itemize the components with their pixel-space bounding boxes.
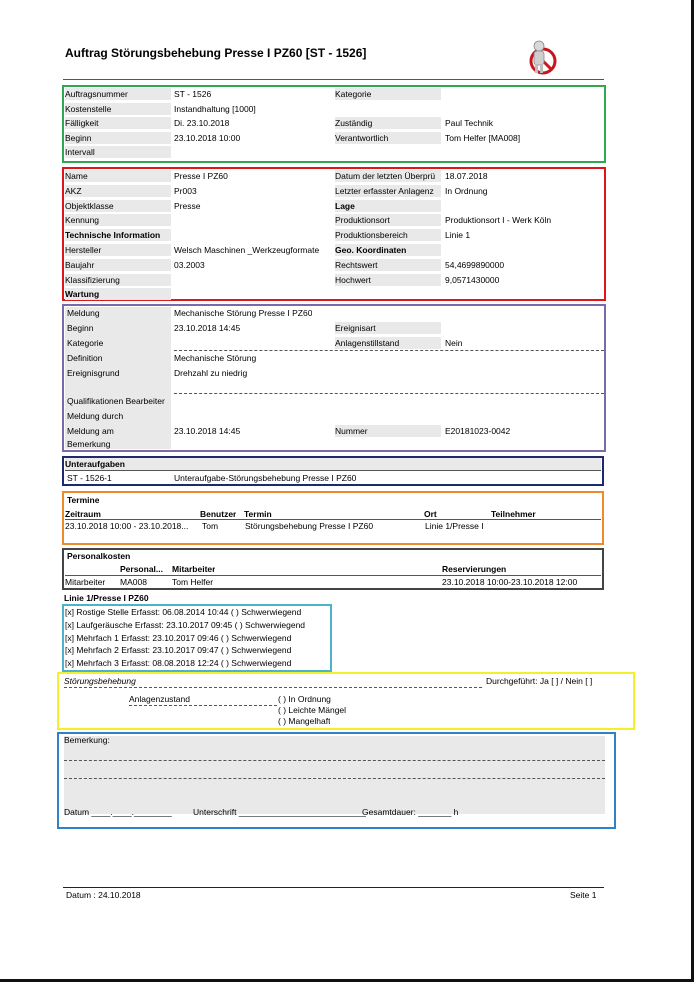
object-field-label: Rechtswert <box>335 259 441 271</box>
beginn-value: 23.10.2018 14:45 <box>174 323 241 333</box>
object-field-label: Klassifizierung <box>65 274 171 286</box>
object-field-label: Baujahr <box>65 259 171 271</box>
option-leichte-maengel[interactable]: ( ) Leichte Mängel <box>278 705 347 715</box>
termine-header-ort: Ort <box>424 509 437 519</box>
object-field-label: Objektklasse <box>65 200 171 212</box>
durchgefuehrt-text[interactable]: Durchgeführt: Ja [ ] / Nein [ ] <box>486 676 593 686</box>
checklist-item[interactable]: [x] Mehrfach 2 Erfasst: 23.10.2017 09:47 ( ) Schwerwiegend <box>65 645 292 656</box>
order-field-label: Intervall <box>65 146 171 158</box>
mechanic-icon <box>524 38 558 76</box>
object-field-value: Pr003 <box>174 185 197 196</box>
object-field-value: Produktionsort I - Werk Köln <box>445 215 552 226</box>
document-title: Auftrag Störungsbehebung Presse I PZ60 [ST - 1526] <box>65 46 367 60</box>
footer-rule <box>63 887 604 888</box>
object-field-value: Presse <box>174 200 201 211</box>
beginn-label: Beginn <box>67 323 94 333</box>
personalkosten-header-mitarbeiter: Mitarbeiter <box>172 564 216 574</box>
object-field-label: AKZ <box>65 185 171 197</box>
object-field-value: In Ordnung <box>445 185 488 196</box>
personalkosten-row-personal: MA008 <box>120 577 147 587</box>
meldung-am-label: Meldung am <box>67 426 114 436</box>
termin-ort: Linie 1/Presse I <box>425 521 484 531</box>
anlagenstillstand-label: Anlagenstillstand <box>335 337 441 349</box>
checklist-item[interactable]: [x] Laufgeräusche Erfasst: 23.10.2017 09:45 ( ) Schwerwiegend <box>65 619 306 630</box>
unteraufgaben-section <box>62 456 604 486</box>
object-field-label: Datum der letzten Überprü <box>335 170 441 182</box>
object-field-label: Produktionsort <box>335 214 441 226</box>
order-field-label: Auftragsnummer <box>65 88 171 100</box>
termine-section <box>62 491 604 545</box>
termin-zeitraum: 23.10.2018 10:00 - 23.10.2018... <box>65 521 189 531</box>
datum-field[interactable]: Datum ____.____.________ <box>64 807 172 817</box>
nummer-value: E20181023-0042 <box>445 426 511 436</box>
bemerkung-title: Bemerkung: <box>64 735 110 745</box>
checklist-title: Linie 1/Presse I PZ60 <box>64 593 149 603</box>
bemerkung-section <box>57 732 616 829</box>
order-field-value: Di. 23.10.2018 <box>174 118 230 129</box>
meldung-durch-label: Meldung durch <box>67 411 124 421</box>
meldung-section <box>62 304 606 452</box>
checklist-item[interactable]: [x] Mehrfach 1 Erfasst: 23.10.2017 09:46 ( ) Schwerwiegend <box>65 632 292 643</box>
object-field-label: Hochwert <box>335 274 441 286</box>
object-info-section <box>62 167 606 301</box>
footer-page: Seite 1 <box>570 890 597 900</box>
termine-header-termin: Termin <box>244 509 272 519</box>
meldung-label: Meldung <box>67 308 100 318</box>
object-field-label: Name <box>65 170 171 182</box>
stoerung-section <box>57 672 635 730</box>
object-field-label: Produktionsbereich <box>335 229 441 241</box>
personalkosten-section <box>62 548 604 590</box>
order-field-label: Zuständig <box>335 117 441 129</box>
termin-benutzer: Tom <box>202 521 219 531</box>
option-mangelhaft[interactable]: ( ) Mangelhaft <box>278 716 331 726</box>
object-field-label: Kennung <box>65 214 171 226</box>
checklist-item[interactable]: [x] Mehrfach 3 Erfasst: 08.08.2018 12:24 ( ) Schwerwiegend <box>65 658 292 669</box>
object-field-label: Wartung <box>65 288 171 300</box>
ereignisgrund-value: Drehzahl zu niedrig <box>174 368 248 378</box>
anlagenstillstand-value: Nein <box>445 338 463 348</box>
order-field-label: Kategorie <box>335 88 441 100</box>
anlagenzustand-label: Anlagenzustand <box>129 694 190 704</box>
order-field-value: Tom Helfer [MA008] <box>445 132 521 143</box>
order-field-value: 23.10.2018 10:00 <box>174 132 241 143</box>
object-field-value: Presse I PZ60 <box>174 171 228 181</box>
ereignisart-label: Ereignisart <box>335 322 441 334</box>
checklist-item[interactable]: [x] Rostige Stelle Erfasst: 06.08.2014 10:44 ( ) Schwerwiegend <box>65 607 302 617</box>
termine-header-zeitraum: Zeitraum <box>65 509 101 519</box>
order-field-label: Kostenstelle <box>65 103 171 115</box>
order-field-value: ST - 1526 <box>174 89 212 99</box>
nummer-label: Nummer <box>335 425 441 437</box>
order-field-label: Verantwortlich <box>335 132 441 144</box>
footer-date: Datum : 24.10.2018 <box>66 890 141 900</box>
unteraufgabe-text: Unteraufgabe-Störungsbehebung Presse I PZ60 <box>174 473 357 483</box>
order-field-value: Paul Technik <box>445 118 494 129</box>
header-rule <box>63 79 604 80</box>
personalkosten-header-reservierungen: Reservierungen <box>442 564 507 574</box>
qualifikationen-label: Qualifikationen Bearbeiter <box>67 396 165 406</box>
meldung-am-value: 23.10.2018 14:45 <box>174 426 241 436</box>
bemerkung-label: Bemerkung <box>67 439 111 449</box>
object-field-value: 54,4699890000 <box>445 259 505 270</box>
personalkosten-row-label: Mitarbeiter <box>65 577 106 587</box>
personalkosten-row-reservierungen: 23.10.2018 10:00-23.10.2018 12:00 <box>442 577 578 587</box>
unterschrift-field[interactable]: Unterschrift ___________________________ <box>193 807 367 817</box>
personalkosten-title: Personalkosten <box>67 551 131 561</box>
order-field-value: Instandhaltung [1000] <box>174 103 256 114</box>
object-field-value: 03.2003 <box>174 259 205 270</box>
object-field-label: Lage <box>335 200 441 212</box>
definition-label: Definition <box>67 353 103 363</box>
ereignisgrund-label: Ereignisgrund <box>67 368 120 378</box>
termine-header-benutzer: Benutzer <box>200 509 237 519</box>
termin-name: Störungsbehebung Presse I PZ60 <box>245 521 374 531</box>
kategorie-label: Kategorie <box>67 338 104 348</box>
termine-title: Termine <box>67 495 100 505</box>
option-in-ordnung[interactable]: ( ) In Ordnung <box>278 694 331 704</box>
object-field-value: 9,0571430000 <box>445 274 500 285</box>
order-field-label: Fälligkeit <box>65 117 171 129</box>
object-field-value: Linie 1 <box>445 230 471 241</box>
object-field-value: Welsch Maschinen _Werkzeugformate <box>174 245 320 255</box>
termine-header-teilnehmer: Teilnehmer <box>491 509 536 519</box>
order-field-label: Beginn <box>65 132 171 144</box>
unteraufgabe-id: ST - 1526-1 <box>67 473 112 483</box>
stoerung-label: Störungsbehebung <box>64 676 136 686</box>
object-field-label: Hersteller <box>65 244 171 256</box>
gesamtdauer-field[interactable]: Gesamtdauer: _______ h <box>362 807 459 817</box>
personalkosten-header-personal: Personal... <box>120 564 163 574</box>
checklist-section <box>62 604 332 672</box>
unteraufgaben-title: Unteraufgaben <box>65 458 601 470</box>
meldung-value: Mechanische Störung Presse I PZ60 <box>174 308 313 318</box>
object-field-label: Letzter erfasster Anlagenz <box>335 185 441 197</box>
definition-value: Mechanische Störung <box>174 353 257 363</box>
object-field-label: Technische Information <box>65 229 171 241</box>
personalkosten-row-mitarbeiter: Tom Helfer <box>172 577 214 587</box>
object-field-label: Geo. Koordinaten <box>335 244 441 256</box>
order-info-section <box>62 85 606 163</box>
object-field-value: 18.07.2018 <box>445 171 488 181</box>
